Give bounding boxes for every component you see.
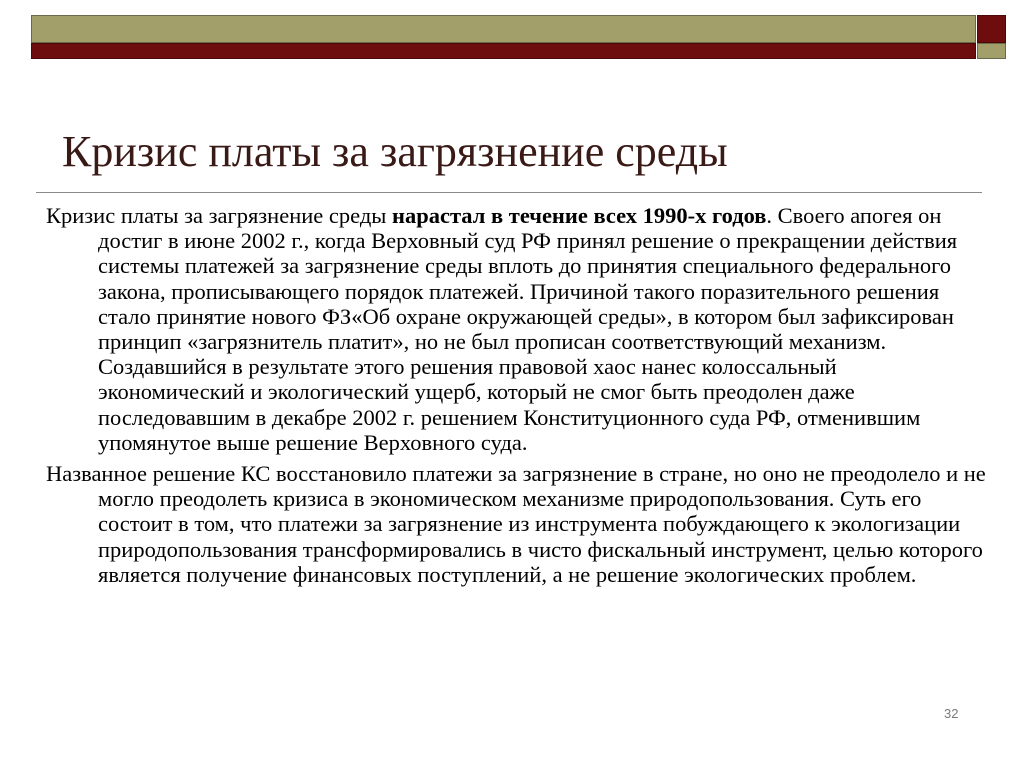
slide-body — [46, 203, 986, 593]
banner-red-bar — [31, 43, 976, 59]
title-divider — [36, 192, 982, 193]
paragraph-1-bold: нарастал в течение всех 1990-х годов — [392, 203, 767, 228]
paragraph-1-lead: Кризис платы за загрязнение среды — [46, 203, 393, 228]
paragraph-1-rest: . Своего апогея он достиг в июне 2002 г., когда Верховный суд РФ принял решение о прекращении действия системы платежей за загрязнение среды вплоть до принятия специального федерального закона, прописывающего порядок платежей. Причиной такого поразительного решения стало принятие нового ФЗ«Об охране окружающей среды», в котором был зафиксирован принцип «загрязнитель платит», но не был прописан соответствующий механизм. Создавшийся в результате этого решения правовой хаос нанес колоссальный экономический и экологический ущерб, который не смог быть преодолен даже последовавшим в декабре 2002 г. решением Конституционного суда РФ, отменившим упомянутое выше решение Верховного суда. — [98, 203, 958, 455]
paragraph-1 — [46, 203, 986, 455]
header-banner — [31, 15, 1007, 60]
banner-olive-bar — [31, 15, 976, 43]
banner-red-square — [977, 15, 1006, 43]
banner-olive-square — [977, 43, 1006, 59]
slide-title: Кризис платы за загрязнение среды — [62, 127, 728, 176]
paragraph-2: Названное решение КС восстановило платежи за загрязнение в стране, но оно не преодолело и не могло преодолеть кризиса в экономическом механизме природопользования. Суть его состоит в том, что платежи за загрязнение из инструмента побуждающего к экологизации природопользования трансформировались в чисто фискальный инструмент, целью которого является получение финансовых поступлений, а не решение экологических проблем. — [46, 461, 986, 587]
page-number: 32 — [944, 706, 959, 721]
